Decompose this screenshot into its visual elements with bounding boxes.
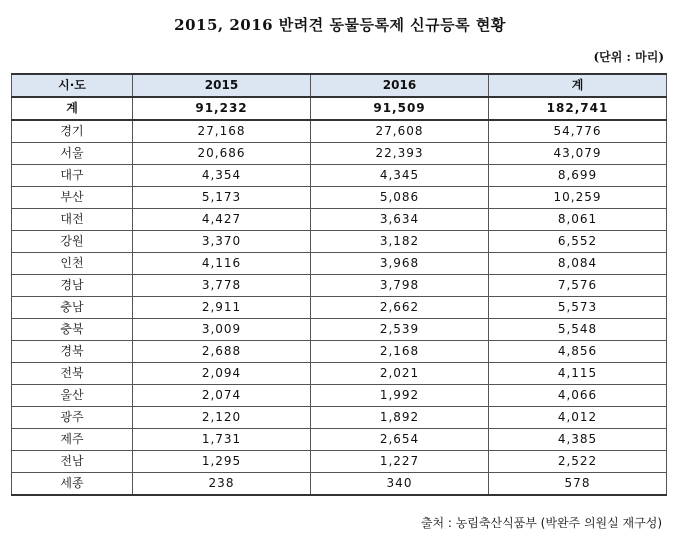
table-row [12, 451, 667, 473]
value-2016-cell: 1,892 [311, 407, 489, 429]
value-total-cell: 2,522 [489, 451, 667, 473]
table-body [12, 97, 667, 495]
value-2015-cell: 3,778 [133, 275, 311, 297]
table-row [12, 187, 667, 209]
value-total-cell: 6,552 [489, 231, 667, 253]
value-2015-cell: 2,688 [133, 341, 311, 363]
value-2015-cell: 1,295 [133, 451, 311, 473]
value-total-cell: 578 [489, 473, 667, 496]
region-cell: 광주 [12, 407, 133, 429]
table-row [12, 429, 667, 451]
total-row [12, 97, 667, 120]
value-2015-cell: 20,686 [133, 143, 311, 165]
table-row [12, 385, 667, 407]
value-2015-cell: 3,370 [133, 231, 311, 253]
table-row [12, 253, 667, 275]
value-total-cell: 5,573 [489, 297, 667, 319]
value-2016-cell: 1,992 [311, 385, 489, 407]
region-cell: 전북 [12, 363, 133, 385]
value-total-cell: 8,699 [489, 165, 667, 187]
page-title: 2015, 2016 반려견 동물등록제 신규등록 현황 [174, 16, 506, 34]
region-cell: 제주 [12, 429, 133, 451]
header-row [12, 74, 667, 97]
value-total-cell: 4,066 [489, 385, 667, 407]
column-header-2015: 2015 [133, 74, 311, 97]
value-total-cell: 4,385 [489, 429, 667, 451]
table-row [12, 341, 667, 363]
table-row [12, 165, 667, 187]
region-cell: 서울 [12, 143, 133, 165]
column-header-total: 계 [489, 74, 667, 97]
value-total-cell: 4,012 [489, 407, 667, 429]
value-total-cell: 4,115 [489, 363, 667, 385]
value-2015-cell: 4,116 [133, 253, 311, 275]
value-2016-cell: 27,608 [311, 120, 489, 143]
table-row [12, 363, 667, 385]
region-cell: 대구 [12, 165, 133, 187]
value-2015-cell: 2,911 [133, 297, 311, 319]
table-header [12, 74, 667, 97]
value-2015-cell: 2,094 [133, 363, 311, 385]
unit-label: (단위 : 마리) [593, 50, 664, 64]
column-header-region: 시·도 [12, 74, 133, 97]
value-2015-cell: 2,074 [133, 385, 311, 407]
value-2015-cell: 5,173 [133, 187, 311, 209]
table-row [12, 143, 667, 165]
value-2016-cell: 91,509 [311, 97, 489, 120]
region-cell: 충남 [12, 297, 133, 319]
table-row [12, 231, 667, 253]
value-2015-cell: 27,168 [133, 120, 311, 143]
table-row [12, 319, 667, 341]
region-cell: 세종 [12, 473, 133, 496]
value-total-cell: 10,259 [489, 187, 667, 209]
value-2015-cell: 2,120 [133, 407, 311, 429]
value-total-cell: 7,576 [489, 275, 667, 297]
value-2016-cell: 3,182 [311, 231, 489, 253]
value-2016-cell: 2,662 [311, 297, 489, 319]
value-total-cell: 5,548 [489, 319, 667, 341]
table-row [12, 120, 667, 143]
value-2016-cell: 2,021 [311, 363, 489, 385]
table-row [12, 407, 667, 429]
value-2016-cell: 3,634 [311, 209, 489, 231]
value-2016-cell: 2,654 [311, 429, 489, 451]
region-cell: 계 [12, 97, 133, 120]
region-cell: 경남 [12, 275, 133, 297]
value-2015-cell: 4,354 [133, 165, 311, 187]
region-cell: 경북 [12, 341, 133, 363]
table-row [12, 209, 667, 231]
region-cell: 전남 [12, 451, 133, 473]
source-note: 출처 : 농림축산식품부 (박완주 의원실 재구성) [420, 516, 662, 530]
value-2015-cell: 1,731 [133, 429, 311, 451]
table-row [12, 297, 667, 319]
value-2015-cell: 238 [133, 473, 311, 496]
table-row [12, 275, 667, 297]
table-row [12, 473, 667, 496]
value-total-cell: 43,079 [489, 143, 667, 165]
value-2016-cell: 3,968 [311, 253, 489, 275]
region-cell: 강원 [12, 231, 133, 253]
region-cell: 부산 [12, 187, 133, 209]
value-2016-cell: 5,086 [311, 187, 489, 209]
value-total-cell: 4,856 [489, 341, 667, 363]
value-2015-cell: 4,427 [133, 209, 311, 231]
value-total-cell: 8,061 [489, 209, 667, 231]
value-2015-cell: 3,009 [133, 319, 311, 341]
value-2016-cell: 22,393 [311, 143, 489, 165]
value-total-cell: 182,741 [489, 97, 667, 120]
region-cell: 울산 [12, 385, 133, 407]
value-2015-cell: 91,232 [133, 97, 311, 120]
value-total-cell: 54,776 [489, 120, 667, 143]
region-cell: 인천 [12, 253, 133, 275]
region-cell: 충북 [12, 319, 133, 341]
value-2016-cell: 340 [311, 473, 489, 496]
column-header-2016: 2016 [311, 74, 489, 97]
value-2016-cell: 4,345 [311, 165, 489, 187]
region-cell: 대전 [12, 209, 133, 231]
value-2016-cell: 2,168 [311, 341, 489, 363]
region-cell: 경기 [12, 120, 133, 143]
value-2016-cell: 1,227 [311, 451, 489, 473]
value-total-cell: 8,084 [489, 253, 667, 275]
value-2016-cell: 3,798 [311, 275, 489, 297]
value-2016-cell: 2,539 [311, 319, 489, 341]
registration-table [11, 73, 667, 496]
